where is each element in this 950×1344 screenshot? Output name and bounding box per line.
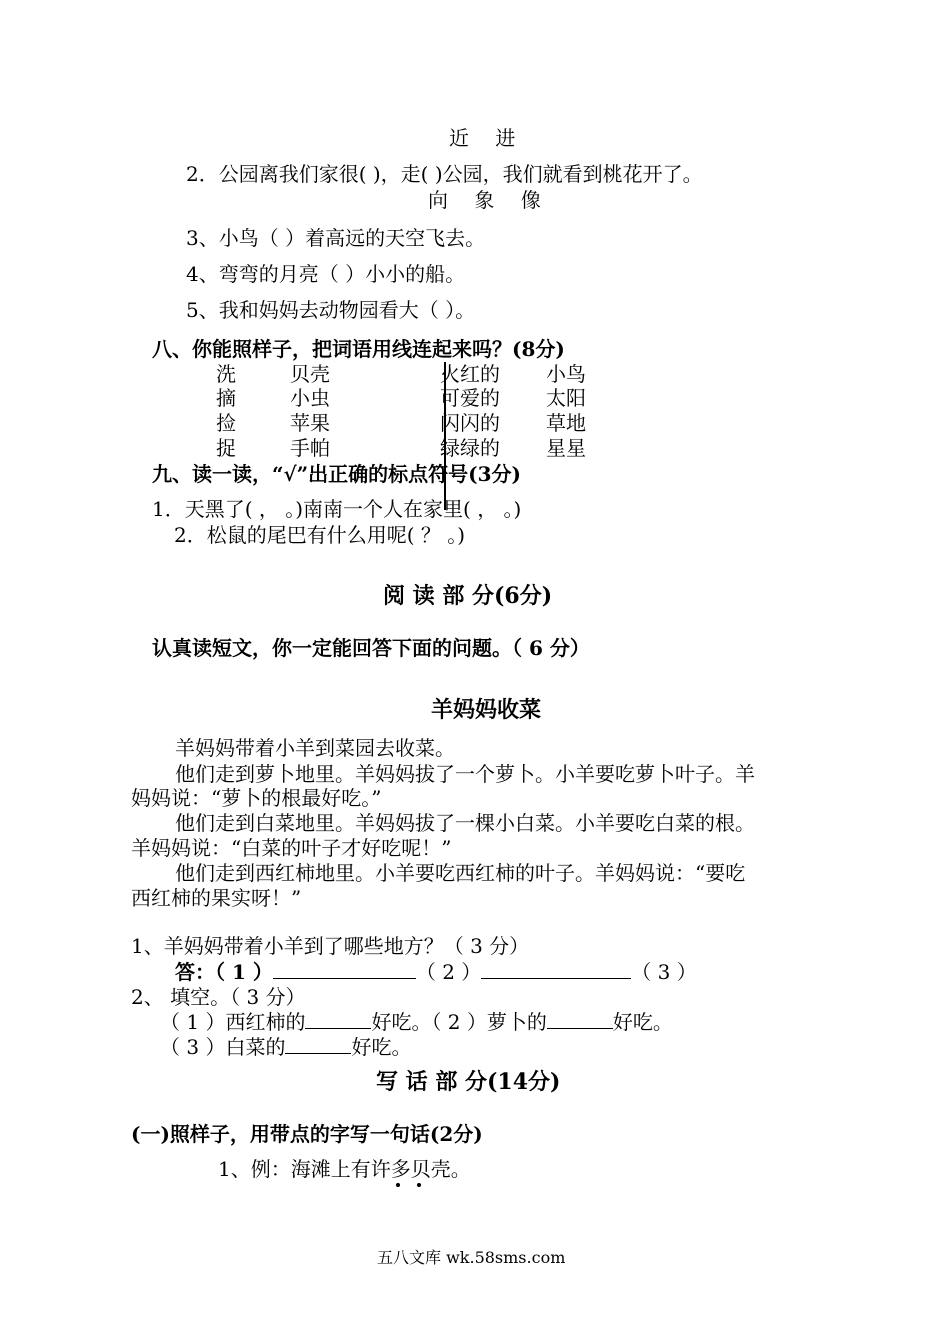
question-7-5: 5、我和妈妈去动物园看大（ ）。 bbox=[186, 298, 476, 322]
answer-prefix: 答：（ 1 ） bbox=[175, 960, 273, 984]
question-9-1: 1．天黑了( ， 。)南南一个人在家里( ， 。) bbox=[152, 497, 522, 521]
right-adjective: 可爱的 bbox=[440, 386, 500, 410]
fill-blank-cabbage[interactable] bbox=[285, 1035, 351, 1054]
question-7-4: 4、弯弯的月亮（ ）小小的船。 bbox=[186, 262, 466, 286]
fill-label-end: 好吃。 bbox=[612, 1010, 673, 1034]
writing-example: 1、例：海滩上有许多贝壳。 bbox=[218, 1157, 471, 1181]
left-verb: 摘 bbox=[216, 386, 236, 410]
footer-watermark: 五八文库 wk.58sms.com bbox=[377, 1248, 566, 1267]
story-paragraph-1: 羊妈妈带着小羊到菜园去收菜。 bbox=[175, 736, 455, 760]
story-paragraph-3: 他们走到白菜地里。羊妈妈拔了一棵小白菜。小羊要吃白菜的根。 bbox=[175, 811, 755, 835]
fill-label-radish: 好吃。（ 2 ）萝卜的 bbox=[371, 1010, 547, 1034]
reading-question-1: 1、羊妈妈带着小羊到了哪些地方？（ 3 分） bbox=[131, 934, 530, 958]
reading-answer-1 bbox=[175, 960, 697, 984]
story-paragraph-2-cont: 妈妈说：“萝卜的根最好吃。” bbox=[131, 786, 382, 810]
word-options-jin: 近 进 bbox=[449, 126, 526, 150]
answer-label-2: （ 2 ） bbox=[415, 960, 482, 984]
emphasis-dot bbox=[417, 1183, 421, 1187]
right-noun: 草地 bbox=[546, 411, 586, 435]
reading-instruction: 认真读短文，你一定能回答下面的问题。（ 6 分） bbox=[152, 636, 590, 660]
left-noun: 贝壳 bbox=[290, 362, 330, 386]
fill-blank-radish[interactable] bbox=[547, 1010, 613, 1029]
left-noun: 小虫 bbox=[290, 386, 330, 410]
word-options-xiang: 向 象 像 bbox=[428, 188, 551, 212]
fill-blank-tomato[interactable] bbox=[305, 1010, 371, 1029]
right-noun: 星星 bbox=[546, 436, 586, 460]
story-title: 羊妈妈收菜 bbox=[431, 697, 542, 723]
emphasis-dot bbox=[396, 1183, 400, 1187]
story-paragraph-4-cont: 西红柿的果实呀！” bbox=[131, 886, 302, 910]
right-noun: 太阳 bbox=[546, 386, 586, 410]
reading-question-2: 2、 填空。（ 3 分） bbox=[131, 985, 306, 1009]
question-7-2: 2．公园离我们家很( )，走( )公园，我们就看到桃花开了。 bbox=[186, 162, 703, 186]
left-verb: 捡 bbox=[216, 411, 236, 435]
fill-label-cabbage: （ 3 ）白菜的 bbox=[160, 1035, 286, 1059]
story-paragraph-3-cont: 羊妈妈说：“白菜的叶子才好吃呢！” bbox=[131, 836, 452, 860]
right-adjective: 绿绿的 bbox=[440, 436, 500, 460]
answer-label-3: （ 3 ） bbox=[631, 960, 697, 984]
fill-label-end: 好吃。 bbox=[351, 1035, 412, 1059]
reading-section-title: 阅 读 部 分(6分) bbox=[383, 583, 553, 609]
question-9-2: 2．松鼠的尾巴有什么用呢( ？ 。) bbox=[174, 523, 466, 547]
writing-section-title: 写 话 部 分(14分) bbox=[376, 1069, 561, 1095]
right-adjective: 闪闪的 bbox=[440, 411, 500, 435]
left-noun: 苹果 bbox=[290, 411, 330, 435]
left-verb: 洗 bbox=[216, 362, 236, 386]
answer-blank-2[interactable] bbox=[481, 960, 631, 979]
story-paragraph-2: 他们走到萝卜地里。羊妈妈拔了一个萝卜。小羊要吃萝卜叶子。羊 bbox=[175, 762, 755, 786]
fill-line-1 bbox=[160, 1010, 673, 1034]
right-adjective: 火红的 bbox=[440, 362, 500, 386]
left-noun: 手帕 bbox=[290, 436, 330, 460]
question-8-title: 八、你能照样子，把词语用线连起来吗？(8分) bbox=[152, 337, 565, 361]
answer-blank-1[interactable] bbox=[273, 960, 416, 979]
story-paragraph-4: 他们走到西红柿地里。小羊要吃西红柿的叶子。羊妈妈说：“要吃 bbox=[175, 861, 746, 885]
fill-line-2 bbox=[160, 1035, 411, 1059]
fill-label-tomato: （ 1 ）西红柿的 bbox=[160, 1010, 306, 1034]
right-noun: 小鸟 bbox=[546, 362, 586, 386]
writing-subsection-1: (一)照样子，用带点的字写一句话(2分) bbox=[131, 1122, 483, 1146]
question-9-title: 九、读一读，“√”出正确的标点符号(3分) bbox=[152, 462, 521, 486]
question-7-3: 3、小鸟（ ）着高远的天空飞去。 bbox=[186, 226, 486, 250]
left-verb: 捉 bbox=[216, 436, 236, 460]
